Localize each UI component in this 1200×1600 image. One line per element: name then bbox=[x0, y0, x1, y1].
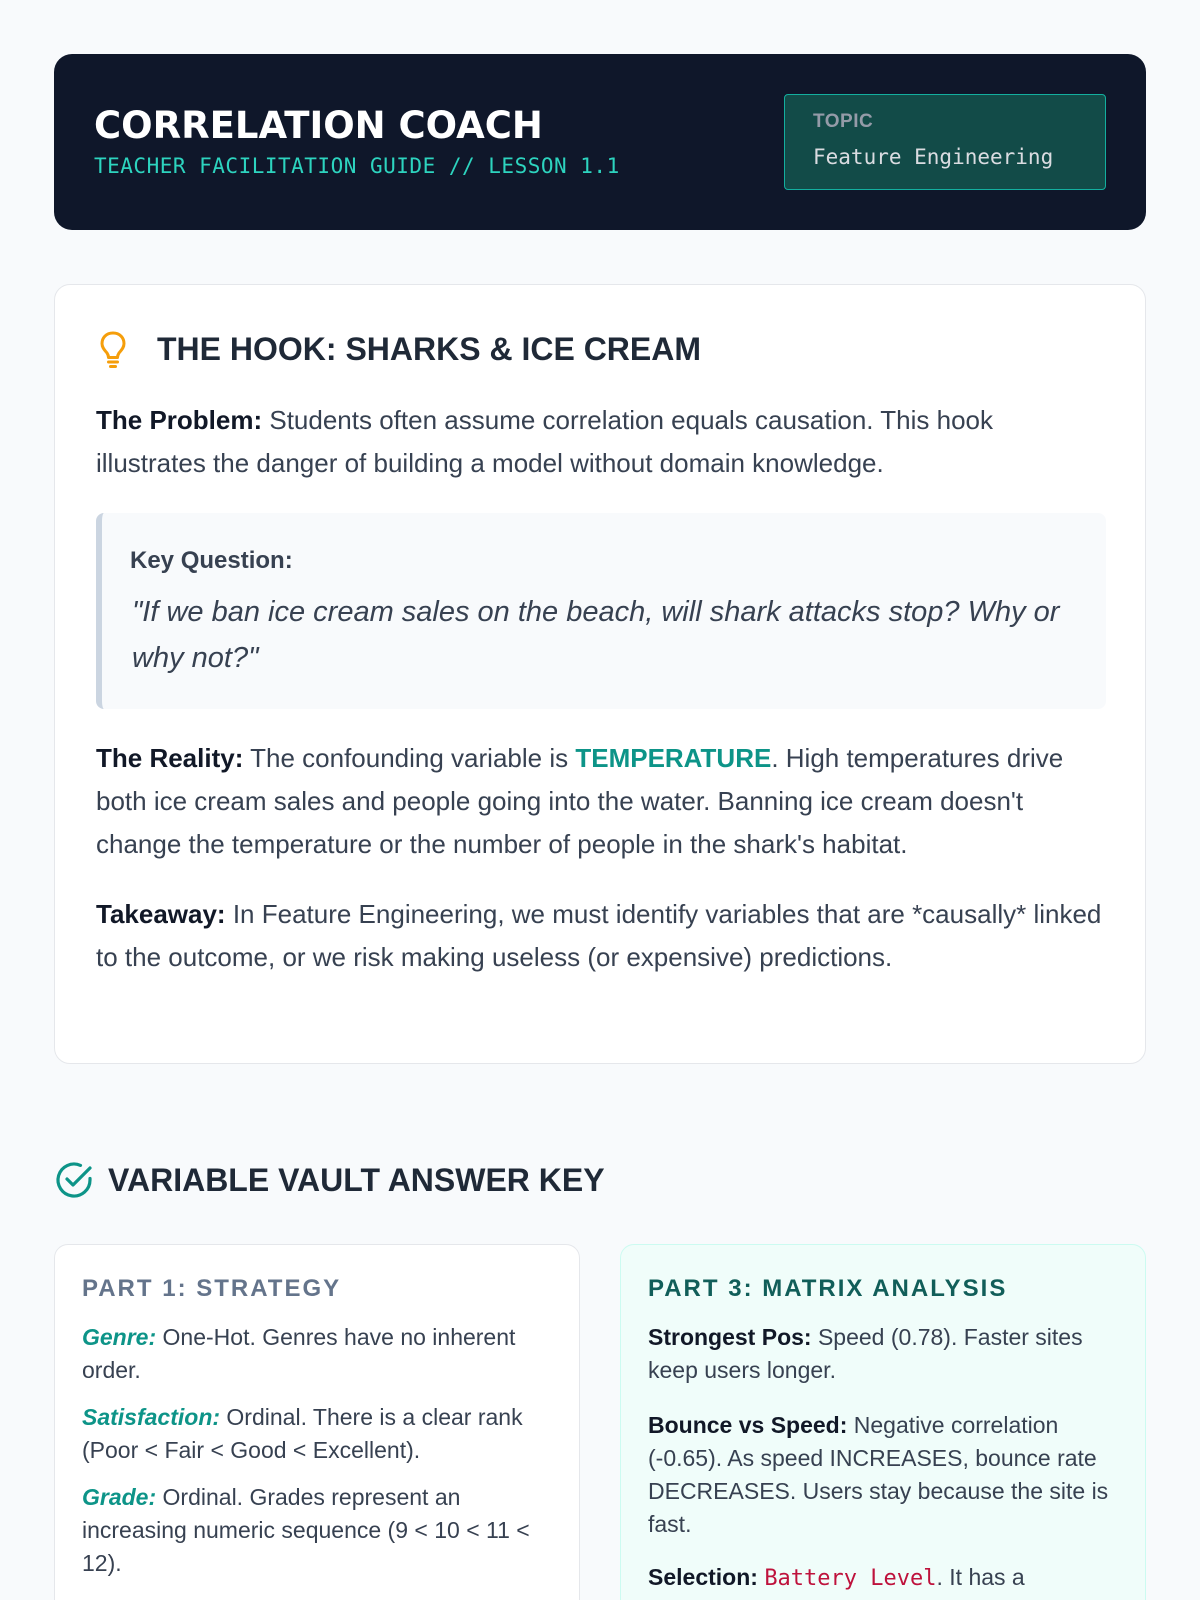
lesson-subtitle: TEACHER FACILITATION GUIDE // LESSON 1.1 bbox=[94, 154, 620, 178]
part1-card bbox=[54, 1244, 580, 1600]
answer-item bbox=[648, 1321, 1124, 1387]
reality-text-2: . High temperatures drive both ice cream sales and people going into the water. Banning ice cream doesn't change the temperature or the number of people in the shark's habitat. bbox=[96, 743, 1064, 859]
hook-title: THE HOOK: SHARKS & ICE CREAM bbox=[157, 331, 702, 367]
topic-badge bbox=[784, 94, 1106, 190]
answer-text: . It has a bbox=[936, 1564, 1025, 1590]
key-question-box bbox=[96, 513, 1106, 709]
problem-text: Students often assume correlation equals causation. This hook illustrates the danger of building a model without domain knowledge. bbox=[96, 405, 993, 478]
part3-card bbox=[620, 1244, 1146, 1600]
answer-key: Genre: bbox=[82, 1324, 157, 1350]
app-title: CORRELATION COACH bbox=[94, 104, 543, 147]
answer-text: Ordinal. There is a clear rank (Poor < Fair < Good < Excellent). bbox=[82, 1404, 523, 1463]
answer-key: Grade: bbox=[82, 1484, 157, 1510]
part3-title: PART 3: MATRIX ANALYSIS bbox=[648, 1275, 1008, 1302]
part1-title: PART 1: STRATEGY bbox=[82, 1275, 342, 1302]
takeaway-label: Takeaway: bbox=[96, 899, 226, 929]
answer-key: Bounce vs Speed: bbox=[648, 1412, 848, 1438]
topic-value: Feature Engineering bbox=[813, 145, 1054, 169]
reality-text-1: The confounding variable is bbox=[243, 743, 576, 773]
problem-label: The Problem: bbox=[96, 405, 263, 435]
answer-text: Speed (0.78). Faster sites keep users longer. bbox=[648, 1324, 1083, 1383]
answer-item bbox=[82, 1321, 558, 1387]
vault-title: VARIABLE VAULT ANSWER KEY bbox=[108, 1162, 605, 1198]
takeaway-text: In Feature Engineering, we must identify variables that are *causally* linked to the outcome, or we risk making useless (or expensive) predictions. bbox=[96, 899, 1102, 972]
topic-label: TOPIC bbox=[813, 111, 874, 132]
lightbulb-icon bbox=[97, 329, 129, 369]
answer-item bbox=[648, 1561, 1124, 1595]
check-circle-icon bbox=[54, 1160, 94, 1200]
answer-key: Strongest Pos: bbox=[648, 1324, 812, 1350]
reality-label: The Reality: bbox=[96, 743, 244, 773]
code-token: Battery Level bbox=[764, 1566, 937, 1591]
confounding-variable: TEMPERATURE bbox=[575, 743, 772, 773]
answer-text: Negative correlation (-0.65). As speed INCREASES, bounce rate DECREASES. Users stay because the site is fast. bbox=[648, 1412, 1109, 1537]
lesson-header bbox=[54, 54, 1146, 230]
hook-card bbox=[54, 284, 1146, 1064]
answer-item bbox=[82, 1481, 558, 1580]
key-question-label: Key Question: bbox=[130, 547, 293, 574]
answer-item bbox=[82, 1401, 558, 1467]
answer-key: Satisfaction: bbox=[82, 1404, 221, 1430]
problem-paragraph bbox=[96, 399, 1106, 485]
key-question-text: "If we ban ice cream sales on the beach, will shark attacks stop? Why or why not?" bbox=[132, 596, 1060, 674]
answer-item bbox=[648, 1409, 1124, 1541]
reality-paragraph bbox=[96, 737, 1106, 866]
answer-text: One-Hot. Genres have no inherent order. bbox=[82, 1324, 516, 1383]
answer-key: Selection: bbox=[648, 1564, 758, 1590]
takeaway-paragraph bbox=[96, 893, 1106, 979]
answer-text: Ordinal. Grades represent an increasing numeric sequence (9 < 10 < 11 < 12). bbox=[82, 1484, 530, 1576]
